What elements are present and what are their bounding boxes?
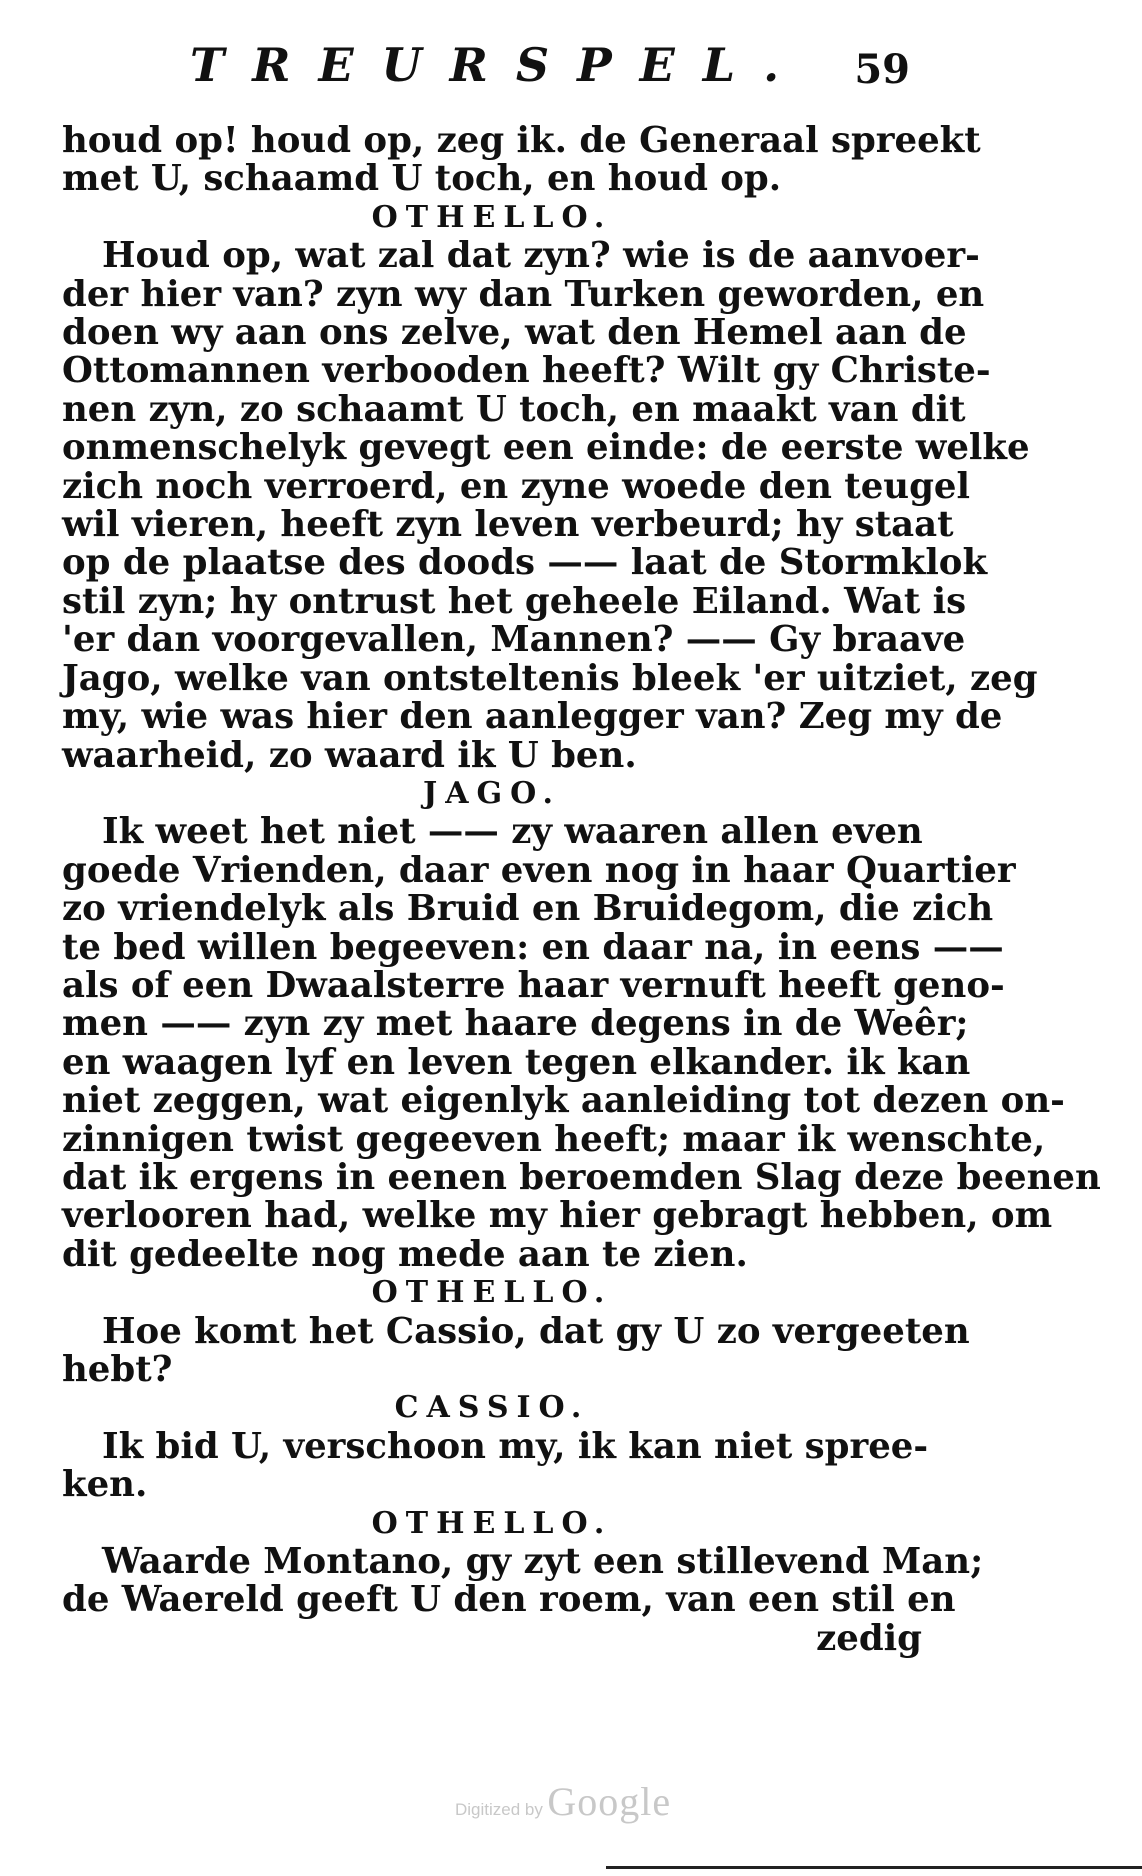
text-line: der hier van? zyn wy dan Turken geworden, en — [62, 273, 985, 315]
text-line: waarheid, zo waard ik U ben. — [62, 734, 637, 776]
text-line: en waagen lyf en leven tegen elkander. ik kan — [62, 1041, 971, 1083]
text-line: Hoe komt het Cassio, dat gy U zo vergeeten — [102, 1310, 970, 1352]
google-logo: Google — [547, 1779, 672, 1824]
text-line: Jago, welke van ontsteltenis bleek 'er uitziet, zeg — [62, 657, 1038, 699]
text-line: my, wie was hier den aanlegger van? Zeg my de — [62, 696, 1003, 738]
text-line: Ik bid U, verschoon my, ik kan niet spree- — [102, 1425, 929, 1467]
text-line: nen zyn, zo schaamt U toch, en maakt van dit — [62, 388, 966, 430]
text-line: zo vriendelyk als Bruid en Bruidegom, die zich — [62, 888, 994, 930]
text-line: goede Vrienden, daar even nog in haar Quartier — [62, 849, 1016, 891]
text-line: Waarde Montano, gy zyt een stillevend Man; — [102, 1541, 984, 1583]
text-line: onmenschelyk gevegt een einde: de eerste welke — [62, 427, 1030, 469]
text-line: hebt? — [62, 1349, 173, 1390]
text-line: verlooren had, welke my hier gebragt hebben, om — [62, 1195, 1053, 1237]
catchword: zedig — [816, 1617, 922, 1659]
speaker-heading: JAGO. — [423, 775, 561, 811]
speaker-heading: OTHELLO. — [371, 199, 613, 235]
watermark-prefix: Digitized by — [455, 1800, 543, 1819]
text-line: met U, schaamd U toch, en houd op. — [62, 158, 782, 200]
text-line: niet zeggen, wat eigenlyk aanleiding tot dezen on- — [62, 1080, 1065, 1122]
text-line: wil vieren, heeft zyn leven verbeurd; hy staat — [62, 504, 954, 546]
text-line: houd op! houd op, zeg ik. de Generaal spreekt — [62, 120, 981, 161]
text-line: dit gedeelte nog mede aan te zien. — [62, 1233, 748, 1275]
digitized-watermark — [455, 1778, 671, 1825]
text-line: dat ik ergens in eenen beroemden Slag deze beenen — [62, 1156, 1101, 1198]
text-line: de Waereld geeft U den roem, van een stil en — [62, 1579, 956, 1621]
text-line: Ottomannen verbooden heeft? Wilt gy Christe- — [62, 350, 991, 392]
text-line: als of een Dwaalsterre haar vernuft heeft geno- — [62, 964, 1005, 1006]
body-text — [62, 120, 1101, 1659]
text-line: zinnigen twist gegeeven heeft; maar ik wenschte, — [62, 1118, 1046, 1160]
speaker-heading: OTHELLO. — [371, 1505, 613, 1541]
text-line: stil zyn; hy ontrust het geheele Eiland. Wat is — [62, 580, 967, 622]
text-line: 'er dan voorgevallen, Mannen? —— Gy braave — [62, 619, 966, 661]
speaker-heading: OTHELLO. — [371, 1275, 613, 1311]
running-title: TREURSPEL. — [190, 38, 808, 92]
text-line: men —— zyn zy met haare degens in de Weêr; — [62, 1003, 969, 1045]
text-line: zich noch verroerd, en zyne woede den teugel — [62, 465, 970, 507]
page-number: 59 — [854, 46, 910, 93]
text-line: doen wy aan ons zelve, wat den Hemel aan de — [62, 312, 967, 354]
text-line: te bed willen begeeven: en daar na, in eens —— — [62, 926, 1004, 968]
text-line: Houd op, wat zal dat zyn? wie is de aanvoer- — [102, 235, 980, 277]
text-line: op de plaatse des doods —— laat de Stormklok — [62, 542, 988, 584]
text-line: ken. — [62, 1464, 148, 1506]
speaker-heading: CASSIO. — [394, 1390, 590, 1426]
page-header — [190, 38, 910, 98]
text-line: Ik weet het niet —— zy waaren allen even — [102, 811, 923, 853]
bottom-edge-rule — [606, 1866, 1142, 1869]
